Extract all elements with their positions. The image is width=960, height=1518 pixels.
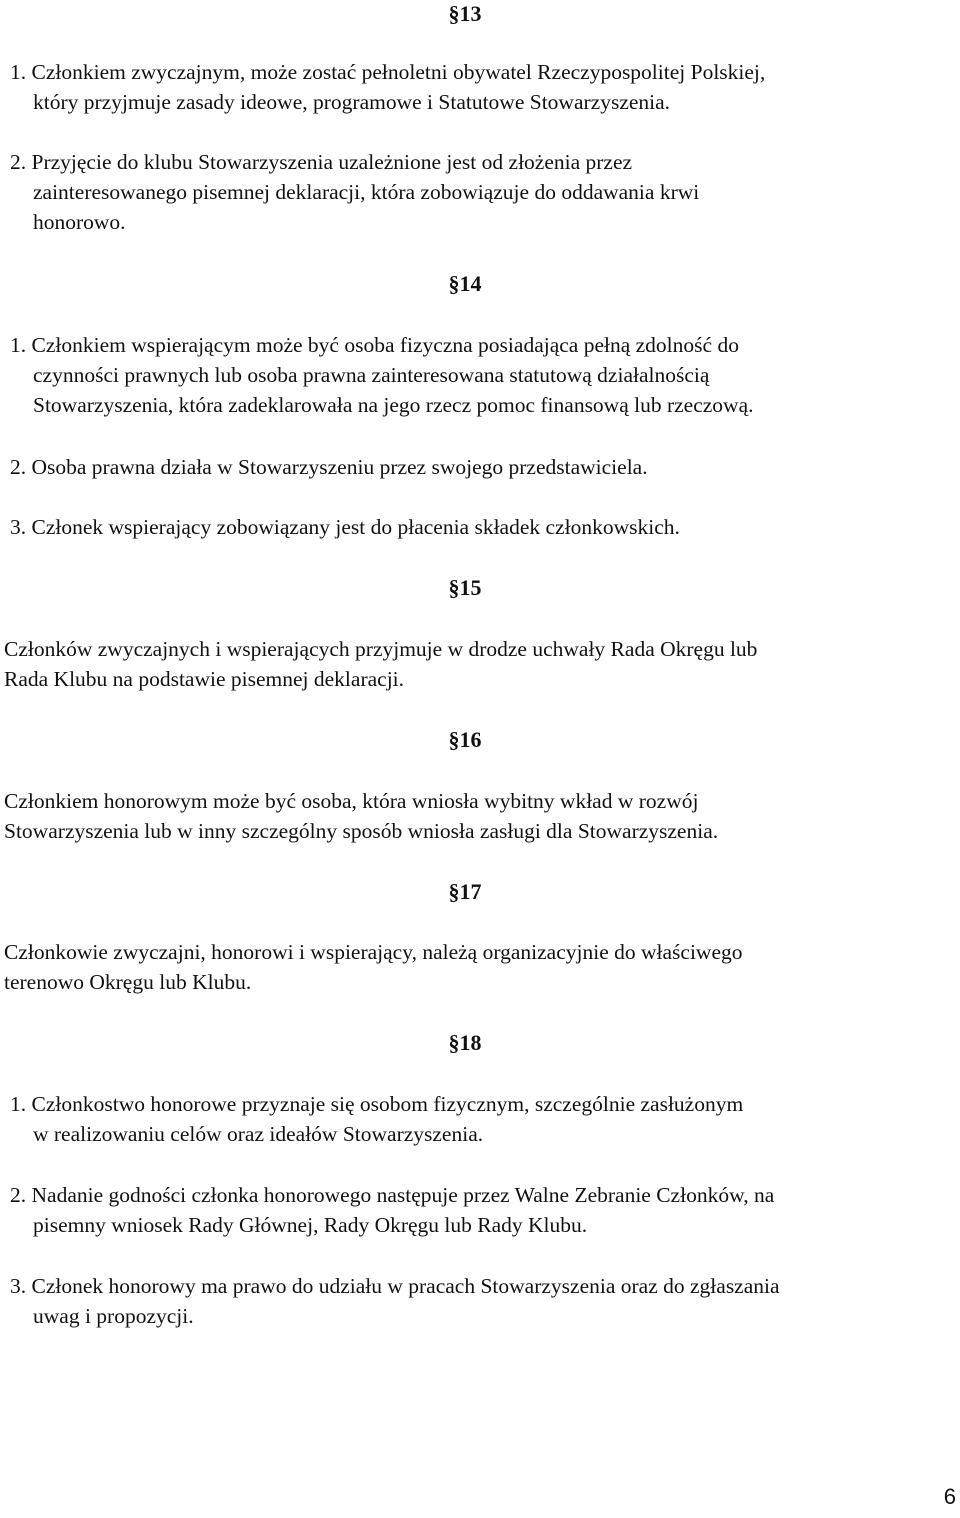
section-18-paragraph-1 [10, 1089, 743, 1149]
text-line: 2. Przyjęcie do klubu Stowarzyszenia uzależnione jest od złożenia przez [10, 150, 633, 174]
text-line: uwag i propozycji. [33, 1304, 194, 1328]
section-17-heading: §17 [448, 879, 482, 904]
text-line: Stowarzyszenia lub w inny szczególny sposób wniosła zasługi dla Stowarzyszenia. [4, 819, 719, 843]
text-line: czynności prawnych lub osoba prawna zainteresowana statutową działalnością [33, 363, 710, 387]
text-line: w realizowaniu celów oraz ideałów Stowarzyszenia. [33, 1122, 484, 1146]
section-14-heading: §14 [448, 271, 482, 296]
text-line: terenowo Okręgu lub Klubu. [4, 970, 252, 994]
text-line: honorowo. [33, 210, 126, 234]
section-13-paragraph-1 [10, 57, 765, 117]
section-13-paragraph-2 [10, 147, 699, 237]
section-16-heading: §16 [448, 727, 482, 752]
text-line: 3. Członek honorowy ma prawo do udziału w pracach Stowarzyszenia oraz do zgłaszania [10, 1274, 780, 1298]
section-14-paragraph-1 [10, 330, 754, 420]
section-14-paragraph-2 [10, 452, 648, 482]
text-line: Członkiem honorowym może być osoba, która wniosła wybitny wkład w rozwój [4, 789, 699, 813]
text-line: 2. Nadanie godności członka honorowego następuje przez Walne Zebranie Członków, na [10, 1183, 775, 1207]
section-18-paragraph-2 [10, 1180, 774, 1240]
section-18-paragraph-3 [10, 1271, 780, 1331]
text-line: 2. Osoba prawna działa w Stowarzyszeniu przez swojego przedstawiciela. [10, 455, 648, 479]
text-line: 1. Członkostwo honorowe przyznaje się osobom fizycznym, szczególnie zasłużonym [10, 1092, 744, 1116]
text-line: 1. Członkiem zwyczajnym, może zostać pełnoletni obywatel Rzeczypospolitej Polskiej, [10, 60, 766, 84]
text-line: 1. Członkiem wspierającym może być osoba fizyczna posiadająca pełną zdolność do [10, 333, 739, 357]
section-17-paragraph [4, 937, 743, 997]
text-line: Członków zwyczajnych i wspierających przyjmuje w drodze uchwały Rada Okręgu lub [4, 637, 758, 661]
section-15-heading: §15 [448, 575, 482, 600]
text-line: Rada Klubu na podstawie pisemnej deklaracji. [4, 667, 405, 691]
section-15-paragraph [4, 634, 757, 694]
section-16-paragraph [4, 786, 718, 846]
text-line: 3. Członek wspierający zobowiązany jest do płacenia składek członkowskich. [10, 515, 680, 539]
text-line: który przyjmuje zasady ideowe, programowe i Statutowe Stowarzyszenia. [33, 90, 671, 114]
text-line: Stowarzyszenia, która zadeklarowała na jego rzecz pomoc finansową lub rzeczową. [33, 393, 754, 417]
text-line: pisemny wniosek Rady Głównej, Rady Okręgu lub Rady Klubu. [33, 1213, 588, 1237]
text-line: zainteresowanego pisemnej deklaracji, która zobowiązuje do oddawania krwi [33, 180, 700, 204]
section-14-paragraph-3 [10, 512, 680, 542]
section-18-heading: §18 [448, 1030, 482, 1055]
section-13-heading: §13 [448, 1, 482, 26]
text-line: Członkowie zwyczajni, honorowi i wspierający, należą organizacyjnie do właściwego [4, 940, 743, 964]
page-number: 6 [943, 1484, 956, 1509]
